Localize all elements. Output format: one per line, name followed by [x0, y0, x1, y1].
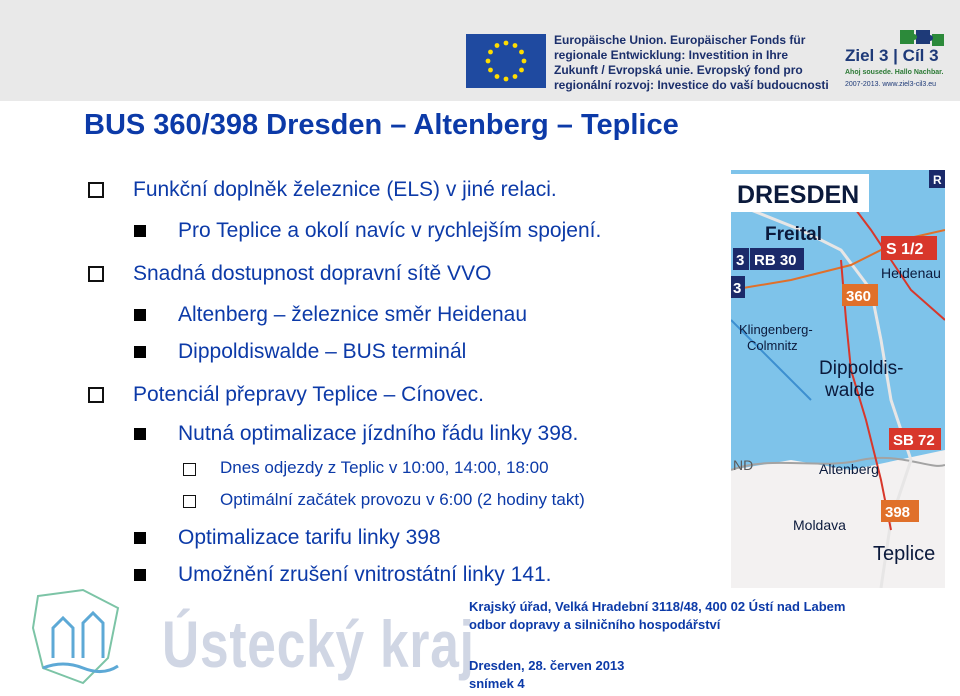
map-label-edge-r: R: [933, 173, 942, 187]
bullet-text: Altenberg – železnice směr Heidenau: [178, 303, 528, 326]
bullet-filled-square-icon: [134, 428, 146, 440]
bullet-hollow-square-icon: [183, 495, 196, 508]
map-label-rb30: RB 30: [754, 252, 797, 269]
bullet-text: Snadná dostupnost dopravní sítě VVO: [133, 262, 492, 285]
bullet-filled-square-icon: [134, 346, 146, 358]
footer-slide-number: snímek 4: [469, 676, 525, 691]
bullet-text: Nutná optimalizace jízdního řádu linky 398.: [178, 422, 579, 445]
bullet-hollow-square-icon: [88, 387, 104, 403]
bullet-filled-square-icon: [134, 569, 146, 581]
footer-date: Dresden, 28. červen 2013: [469, 658, 625, 673]
map-label-walde: walde: [825, 380, 875, 401]
map-label-heidenau: Heidenau: [881, 265, 941, 281]
ziel3-title: Ziel 3 | Cíl 3: [845, 46, 939, 65]
map-label-klingenberg: Klingenberg-: [739, 322, 813, 337]
map-label-freital: Freital: [765, 224, 823, 245]
bullet-text: Optimalizace tarifu linky 398: [178, 526, 441, 549]
eu-line-1: Europäische Union. Europäischer Fonds für: [554, 33, 806, 47]
ziel3-tagline: Ahoj sousede. Hallo Nachbar.: [845, 69, 944, 76]
bullet-text: Optimální začátek provozu v 6:00 (2 hodiny takt): [220, 490, 585, 509]
ustecky-kraj-brand: Ústecký kraj: [162, 607, 475, 681]
bullet-text: Dnes odjezdy z Teplic v 10:00, 14:00, 18:00: [220, 458, 549, 477]
bullet-text: Potenciál přepravy Teplice – Cínovec.: [133, 383, 484, 406]
bullet-filled-square-icon: [134, 309, 146, 321]
map-label-edge-3: 3: [733, 280, 742, 297]
map-label-bus360: 360: [846, 288, 872, 305]
ziel3-years: 2007-2013. www.ziel3-cil3.eu: [845, 81, 937, 88]
bullet-text: Dippoldiswalde – BUS terminál: [178, 340, 467, 363]
map-label-colmnitz: Colmnitz: [747, 338, 798, 353]
eu-line-4: regionální rozvoj: Investice do vaší budoucnosti: [554, 78, 829, 92]
map-label-rb30-prefix: 3: [736, 252, 745, 269]
map-label-s12: S 1/2: [886, 241, 924, 258]
footer-org-line2: odbor dopravy a silničního hospodářství: [469, 617, 721, 632]
eu-funding-text: [554, 33, 829, 93]
map-label-bus398: 398: [885, 504, 911, 521]
bullet-text: Umožnění zrušení vnitrostátní linky 141.: [178, 563, 552, 586]
bullet-hollow-square-icon: [88, 182, 104, 198]
bullet-text: Pro Teplice a okolí navíc v rychlejším spojení.: [178, 219, 602, 242]
slide-title: BUS 360/398 Dresden – Altenberg – Teplice: [84, 109, 679, 141]
eu-flag-icon: [466, 34, 546, 88]
eu-line-3: Zukunft / Evropská unie. Evropský fond pro: [554, 63, 803, 77]
bullet-hollow-square-icon: [183, 463, 196, 476]
map-label-moldava: Moldava: [793, 517, 846, 533]
bullet-filled-square-icon: [134, 532, 146, 544]
eu-line-2: regionale Entwicklung: Investition in Ihre: [554, 48, 789, 62]
map-label-teplice: Teplice: [873, 543, 936, 565]
bullet-text: Funkční doplněk železnice (ELS) v jiné relaci.: [133, 178, 557, 201]
map-label-dippoldis: Dippoldis-: [819, 358, 904, 379]
bullet-hollow-square-icon: [88, 266, 104, 282]
route-map: [731, 170, 945, 588]
footer-org-line1: Krajský úřad, Velká Hradební 3118/48, 400 02 Ústí nad Labem: [469, 599, 846, 614]
map-label-sb72: SB 72: [893, 432, 935, 449]
map-label-nd: ND: [733, 457, 754, 473]
ustecky-kraj-crest-icon: [28, 588, 128, 688]
map-label-altenberg: Altenberg: [819, 461, 879, 477]
map-label-dresden: DRESDEN: [737, 181, 860, 209]
bullet-filled-square-icon: [134, 225, 146, 237]
